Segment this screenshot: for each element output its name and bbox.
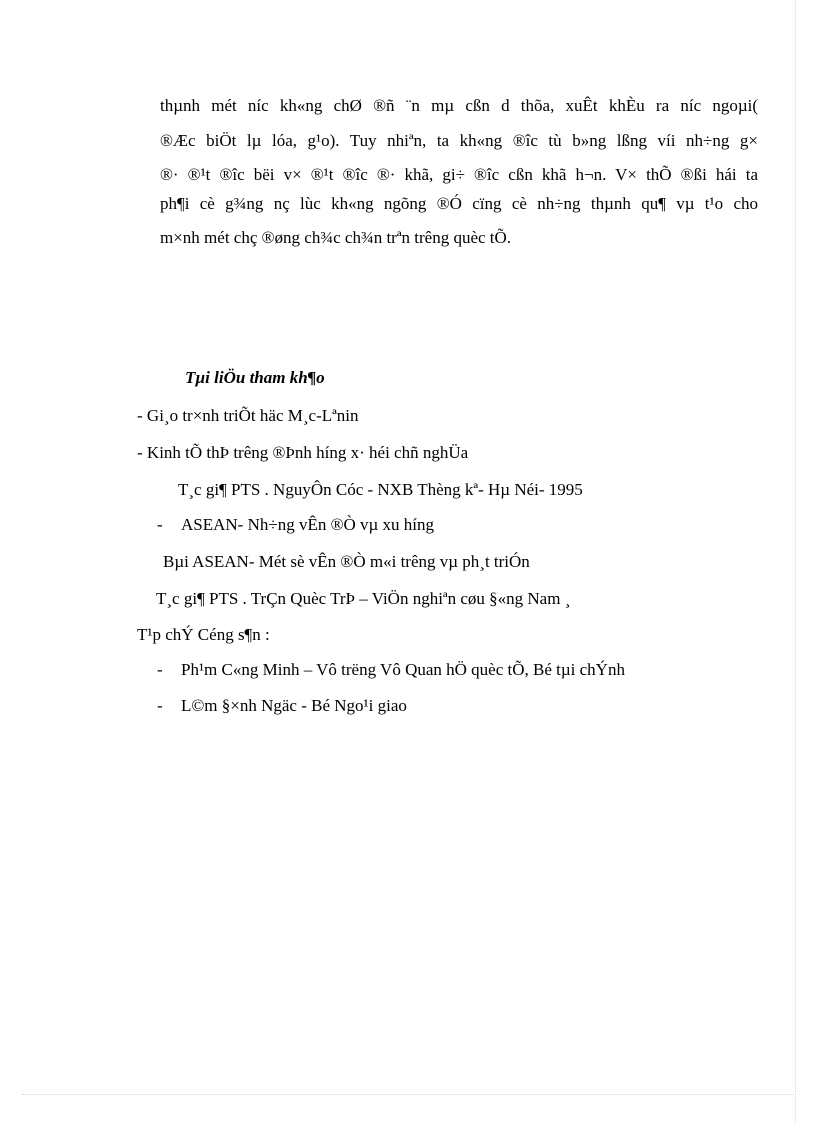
paragraph-line: ph¶i cè g¾ng nç lùc kh«ng ngõng ®Ó cïng cè nh÷ng thµnh qu¶ vµ t¹o cho (160, 194, 758, 213)
bullet-dash: - (157, 660, 163, 679)
paragraph-line: m×nh mét chç ®øng ch¾c ch¾n trªn trêng quèc tÕ. (160, 228, 512, 247)
reference-item: - Kinh tÕ thÞ trêng ®Þnh híng x· héi chñ nghÜa (137, 443, 469, 462)
reference-item: Ph¹m C«ng Minh – Vô trëng Vô Quan hÖ quèc tÕ, Bé tµi chÝnh (181, 660, 625, 679)
reference-item: T¸c gi¶ PTS . NguyÔn Cóc - NXB Thèng kª- Hµ Néi- 1995 (178, 480, 583, 499)
paragraph-line: ®· ®¹t ®îc bëi v× ®¹t ®îc ®· khã, gi÷ ®îc cßn khã h¬n. V× thÕ ®ßi hái ta (160, 165, 758, 184)
reference-item: - Gi¸o tr×nh triÕt häc M¸c-Lªnin (137, 406, 359, 425)
page-border-bottom (22, 1094, 796, 1095)
paragraph-line: thµnh mét níc kh«ng chØ ®ñ ¨n mµ cßn d thõa, xuÊt khÈu ra níc ngoµi( (160, 96, 758, 115)
reference-item: ASEAN- Nh÷ng vÊn ®Ò vµ xu híng (181, 515, 435, 534)
reference-item: L©m §×nh Ngäc - Bé Ngo¹i giao (181, 696, 407, 715)
bullet-dash: - (157, 696, 163, 715)
references-heading: Tµi liÖu tham kh¶o (185, 368, 325, 387)
paragraph-line: ®Æc biÖt lµ lóa, g¹o). Tuy nhiªn, ta kh«ng ®îc tù b»ng lßng víi nh÷ng g× (160, 131, 758, 150)
reference-item: Bµi ASEAN- Mét sè vÊn ®Ò m«i trêng vµ ph¸t triÓn (163, 552, 530, 571)
reference-item: T¸c gi¶ PTS . TrÇn Quèc TrÞ – ViÖn nghiªn cøu §«ng Nam ¸ (156, 589, 571, 608)
reference-item: T¹p chÝ Céng s¶n : (137, 625, 270, 644)
page-border-right (795, 0, 796, 1123)
bullet-dash: - (157, 515, 163, 534)
